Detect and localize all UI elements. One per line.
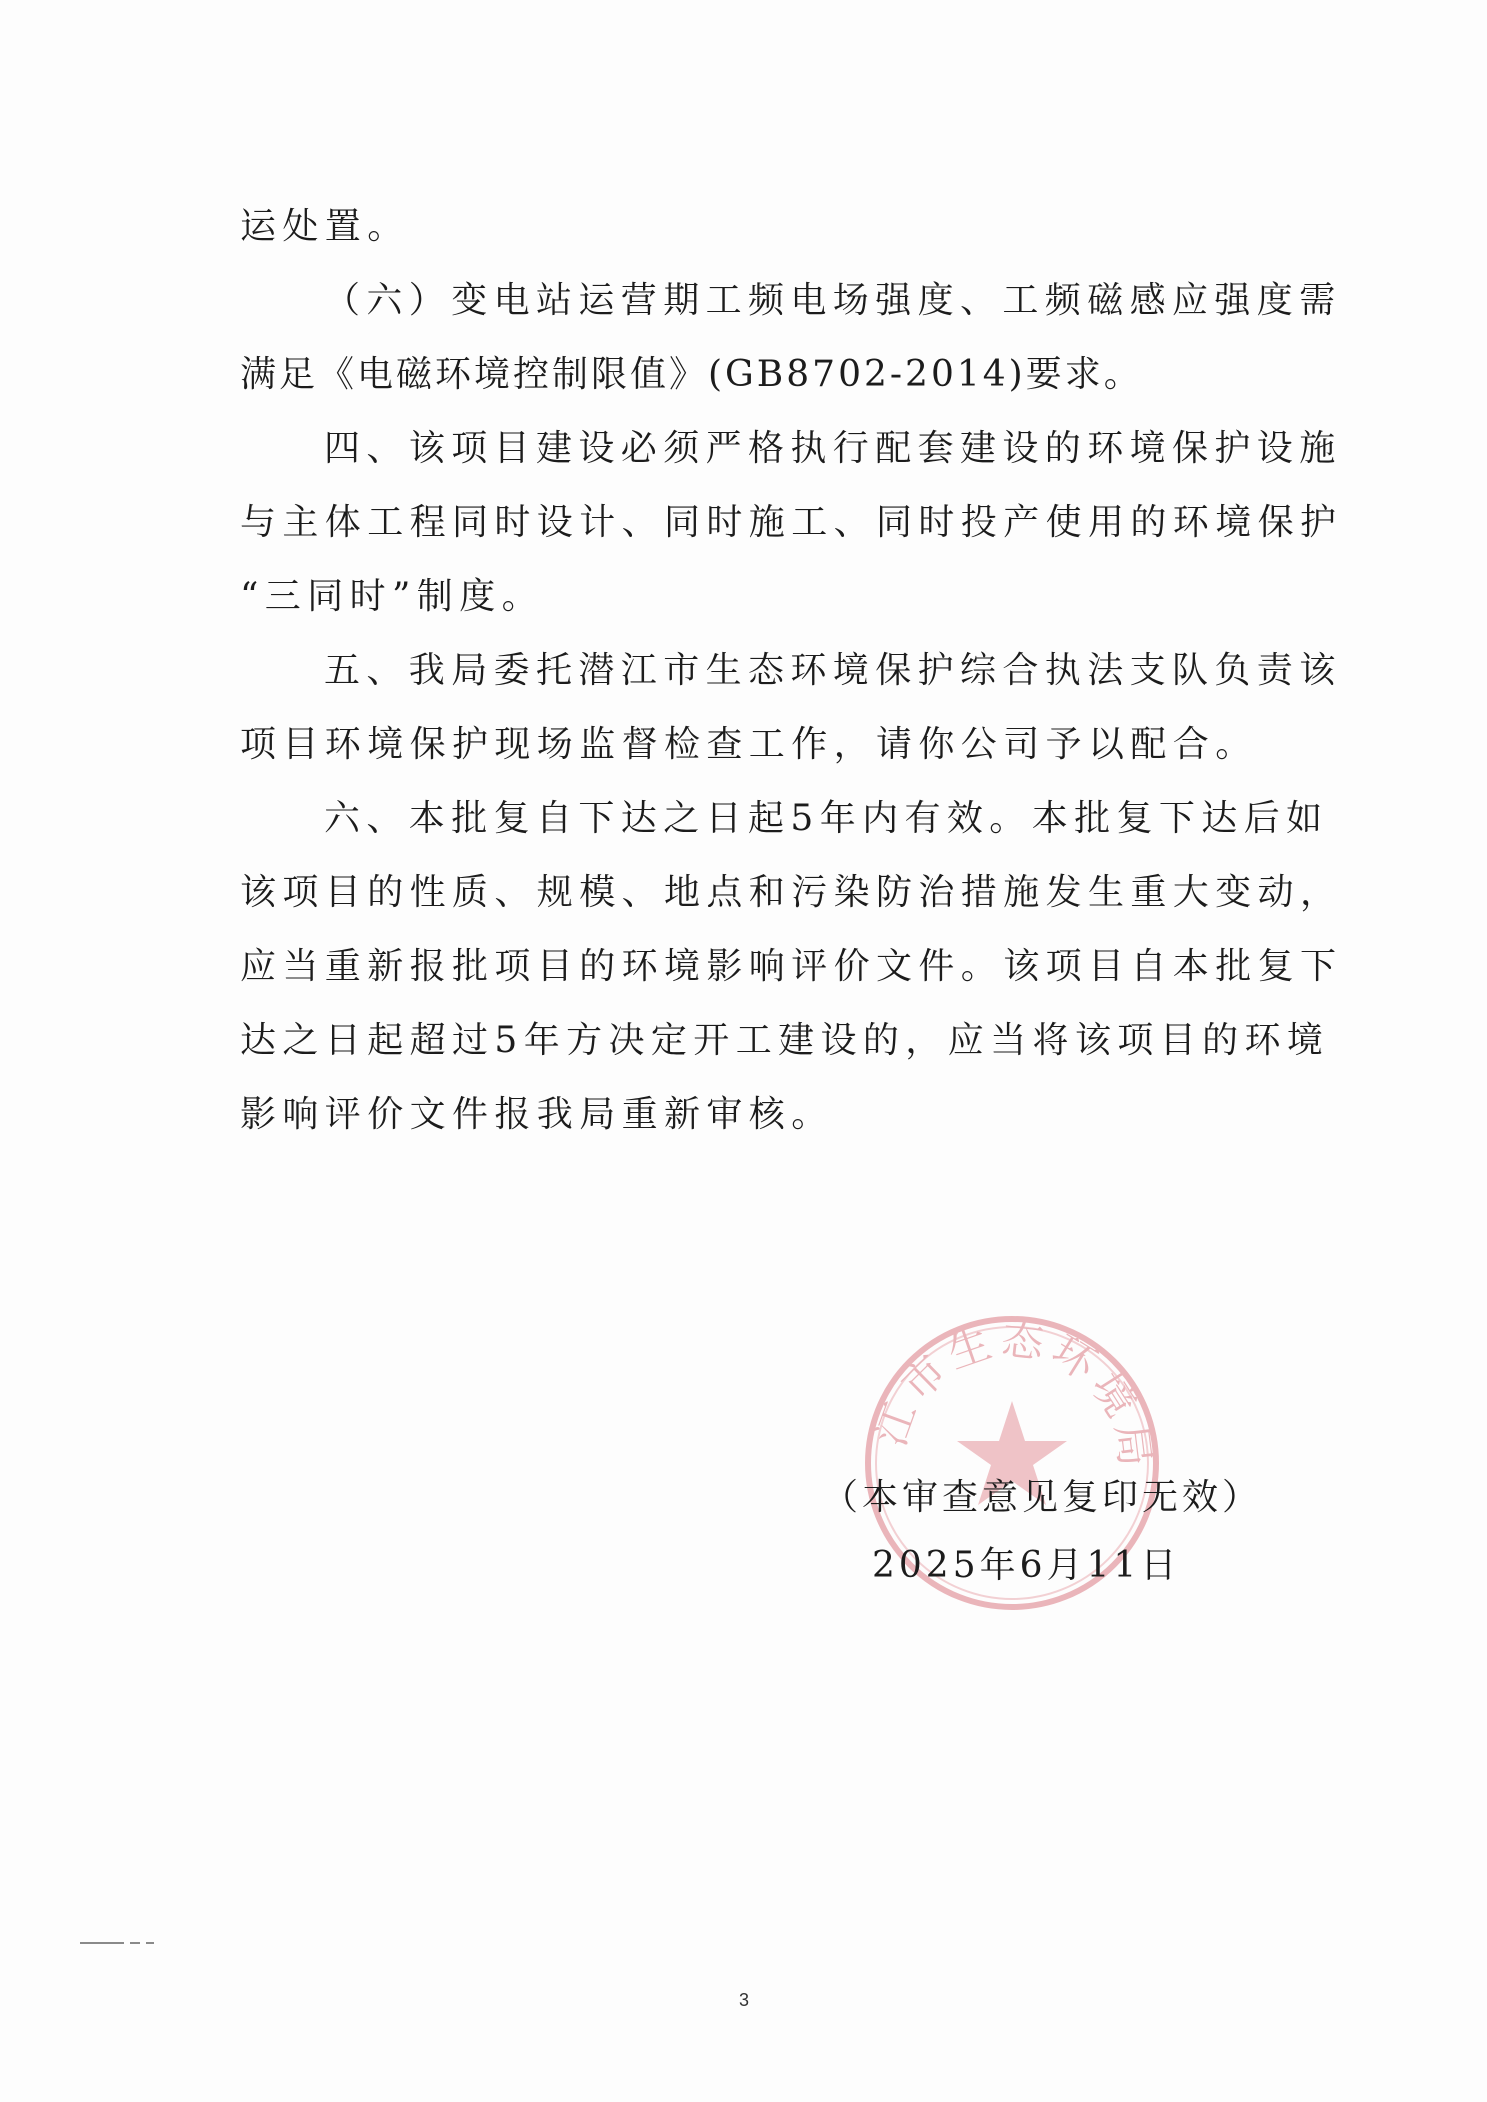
paragraph-line-6: “三同时”制度。 xyxy=(240,576,545,617)
scan-artifact-mark xyxy=(146,1942,154,1944)
copy-invalid-note: （本审查意见复印无效） xyxy=(822,1477,1263,1518)
paragraph-line-3: 满足《电磁环境控制限值》(GB8702-2014)要求。 xyxy=(240,354,1143,395)
paragraph-line-12: 达之日起超过5年方决定开工建设的，应当将该项目的环境 xyxy=(240,1020,1330,1061)
page-number: 3 xyxy=(738,1990,749,2010)
paragraph-line-11: 应当重新报批项目的环境影响评价文件。该项目自本批复下 xyxy=(240,946,1343,987)
paragraph-line-1: 运处置。 xyxy=(240,206,410,247)
scan-artifact-mark xyxy=(130,1942,140,1944)
paragraph-line-9: 六、本批复自下达之日起5年内有效。本批复下达后如 xyxy=(324,798,1329,839)
paragraph-line-5: 与主体工程同时设计、同时施工、同时投产使用的环境保护 xyxy=(240,502,1343,543)
paragraph-line-13: 影响评价文件报我局重新审核。 xyxy=(240,1094,834,1135)
paragraph-line-4: 四、该项目建设必须严格执行配套建设的环境保护设施 xyxy=(324,428,1342,469)
paragraph-line-8: 项目环境保护现场监督检查工作，请你公司予以配合。 xyxy=(240,724,1258,765)
paragraph-line-2: （六）变电站运营期工频电场强度、工频磁感应强度需 xyxy=(324,280,1342,321)
issue-date: 2025年6月11日 xyxy=(872,1545,1181,1586)
svg-text:江市生态环境局: 江市生态环境局 xyxy=(865,1314,1161,1475)
paragraph-line-10: 该项目的性质、规模、地点和污染防治措施发生重大变动， xyxy=(240,872,1343,913)
paragraph-line-7: 五、我局委托潜江市生态环境保护综合执法支队负责该 xyxy=(324,650,1342,691)
scan-artifact-mark xyxy=(80,1942,124,1944)
